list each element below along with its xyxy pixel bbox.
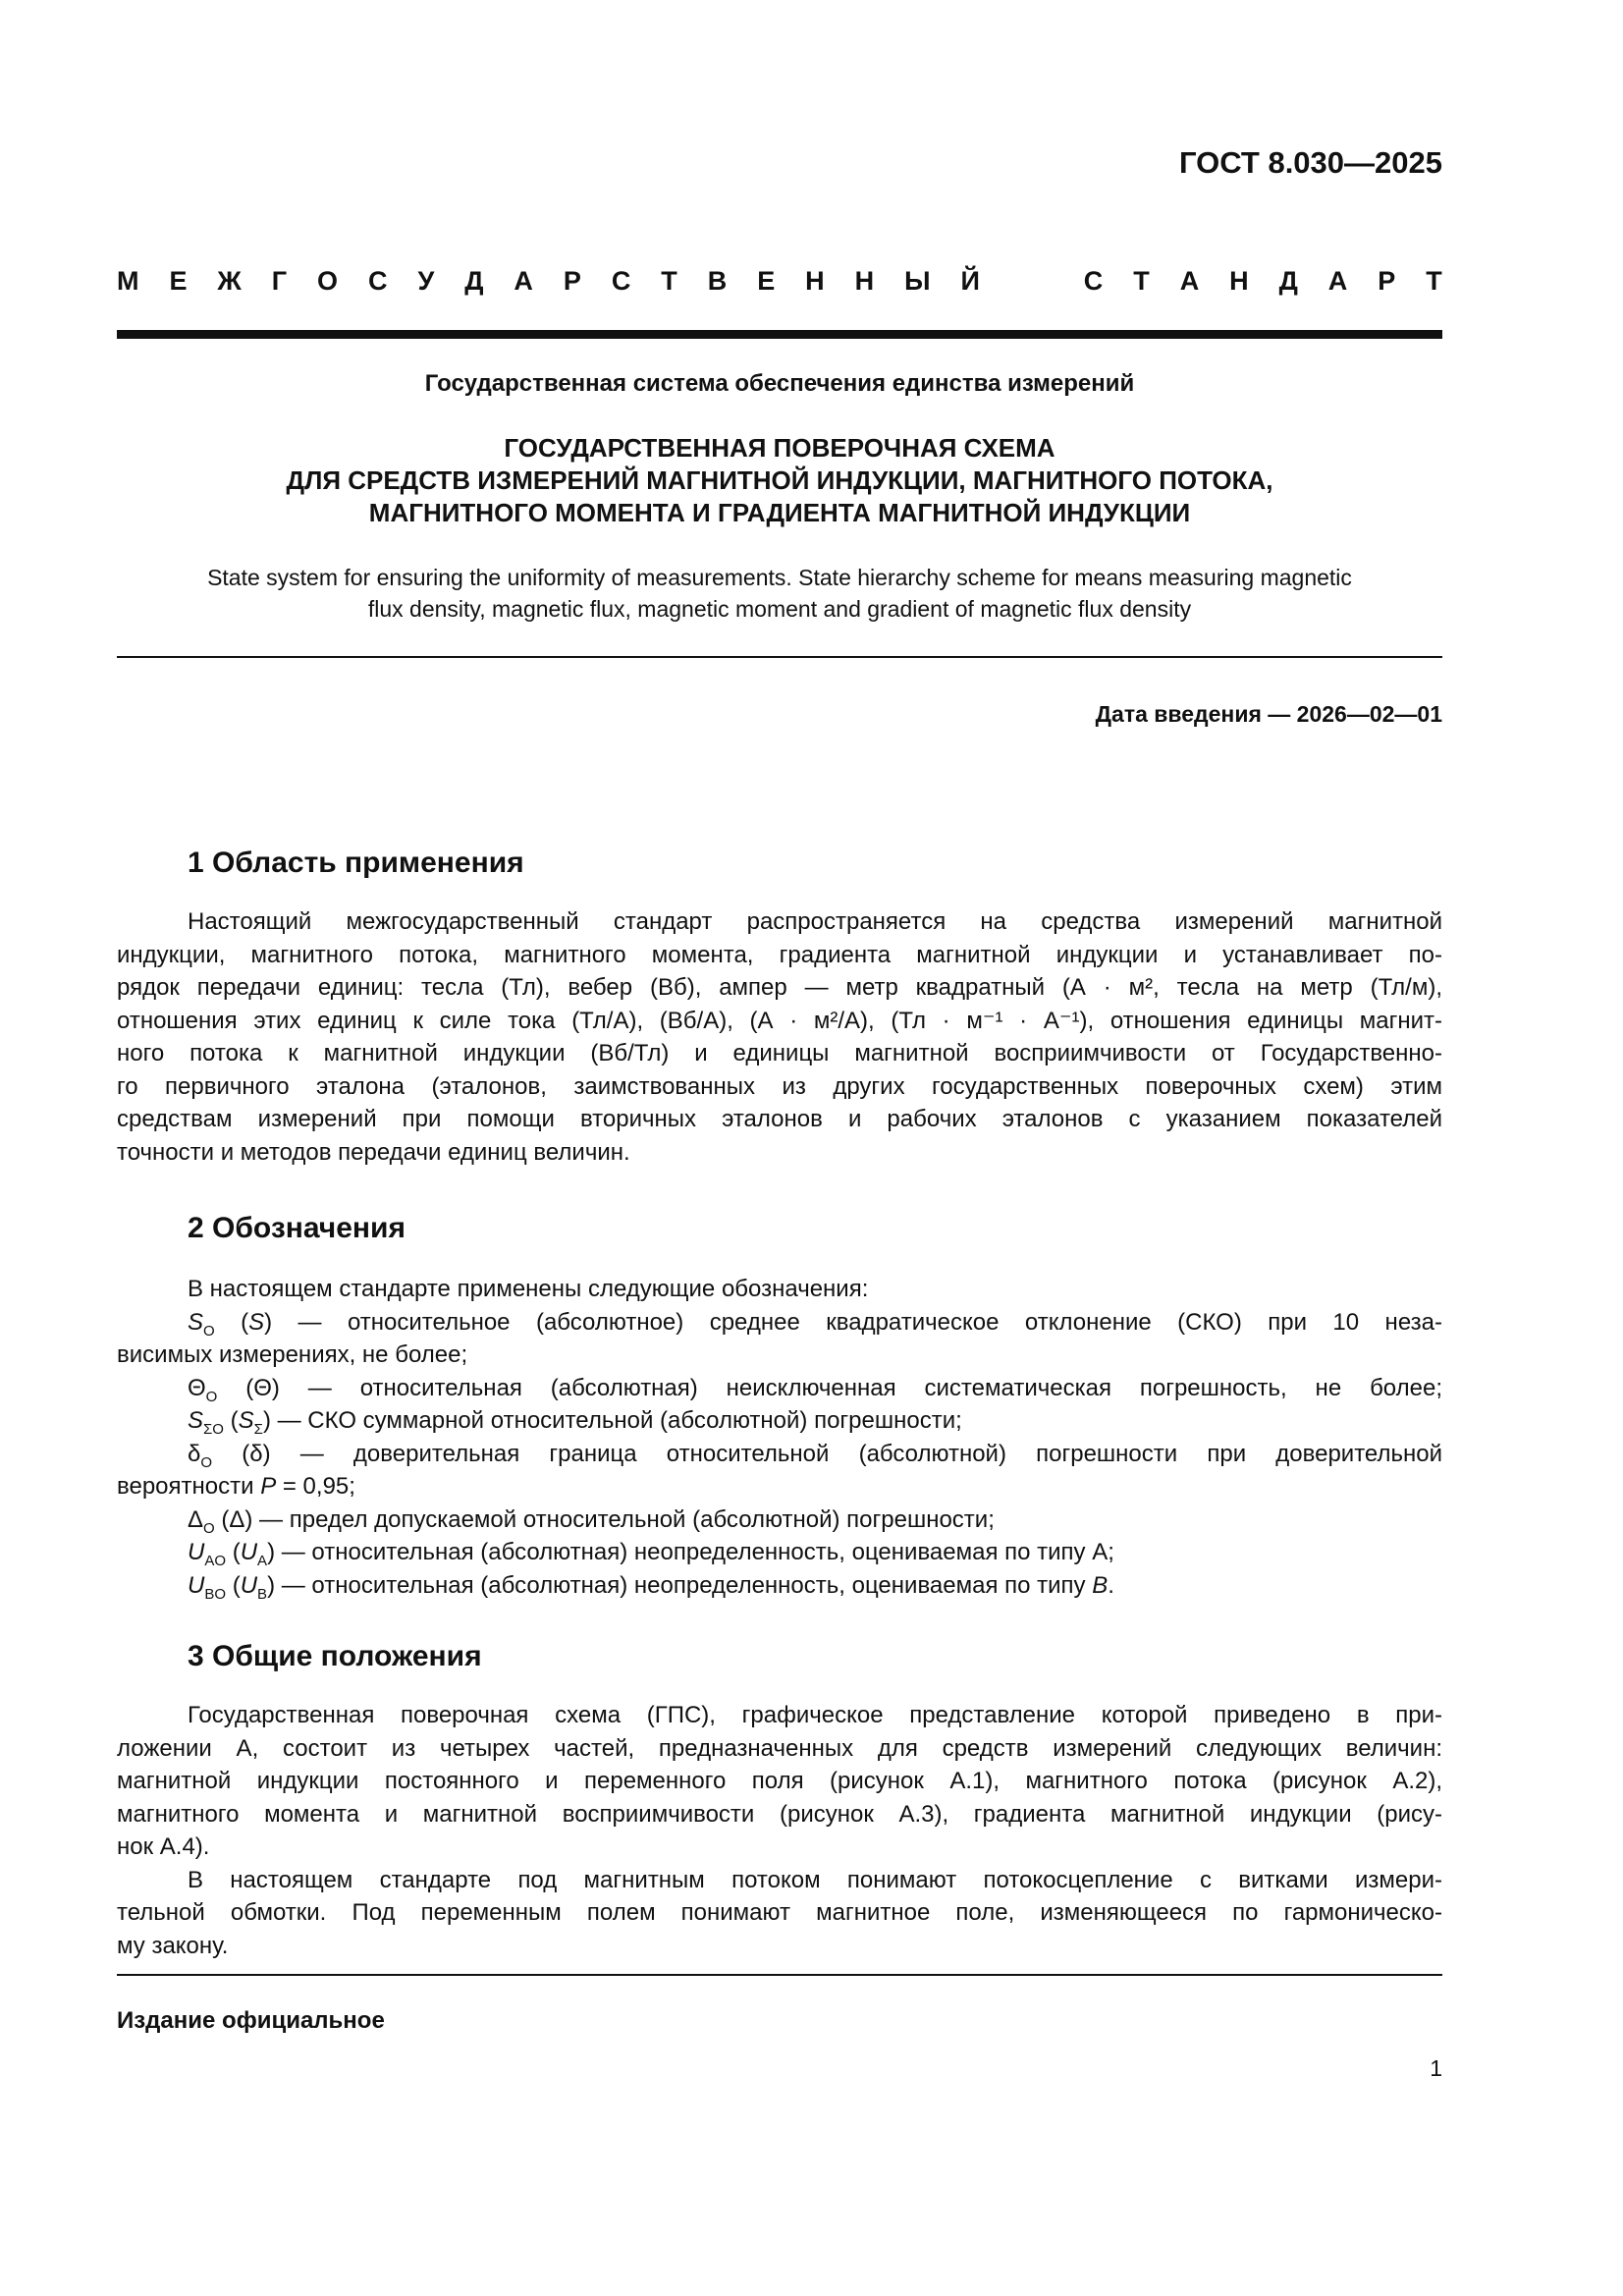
text-line: рядок передачи единиц: тесла (Тл), вебер (Вб), ампер — метр квадратный (А · м², тесла на метр (Тл/м), [117, 974, 1442, 1001]
text-line: средствам измерений при помощи вторичных эталонов и рабочих эталонов с указанием показателей [117, 1106, 1442, 1132]
document-title [117, 432, 1442, 529]
caption-letter: Е [169, 266, 188, 296]
section-3-heading: 3 Общие положения [188, 1640, 482, 1672]
official-edition-label: Издание официальное [117, 2007, 385, 2034]
title-line: ГОСУДАРСТВЕННАЯ ПОВЕРОЧНАЯ СХЕМА [504, 433, 1055, 463]
page-number: 1 [1430, 2055, 1442, 2081]
english-title-line: flux density, magnetic flux, magnetic moment and gradient of magnetic flux density [367, 596, 1192, 622]
section-2-heading: 2 Обозначения [188, 1212, 406, 1244]
definition-theta: $\Theta_O$ (Θ) — относительная (абсолютная) неисключенная систематическая погрешность, не более; [188, 1374, 1442, 1405]
text-line: висимых измерениях, не более; [117, 1341, 468, 1368]
definition-delta: $\delta_O$ (δ) — доверительная граница относительной (абсолютной) погрешности при доверительной [188, 1440, 1442, 1471]
caption-letter: Р [1378, 266, 1396, 296]
introduction-date: Дата введения — 2026—02—01 [1095, 701, 1442, 727]
definition-s-sum: $S_{\Sigma O}$ $(S_\Sigma)$ — СКО суммарной относительной (абсолютной) погрешности; [188, 1407, 962, 1438]
text-line: В настоящем стандарте применены следующие обозначения: [188, 1276, 869, 1302]
interstate-standard-caption [117, 266, 1442, 297]
caption-letter: У [417, 266, 435, 296]
text-line: нок А.4). [117, 1833, 210, 1860]
caption-letter: А [1327, 266, 1348, 296]
text-line: магнитной индукции постоянного и переменного поля (рисунок А.1), магнитного потока (рисунок А.2), [117, 1768, 1442, 1794]
caption-letter: Т [1133, 266, 1150, 296]
caption-letter: Ж [217, 266, 242, 296]
section-2-definitions [117, 1273, 1442, 1602]
caption-letter: Т [661, 266, 677, 296]
text-line: Настоящий межгосударственный стандарт распространяется на средства измерений магнитной [188, 908, 1442, 935]
definition-ub: $U_{BO}$ $(U_B)$ — относительная (абсолютная) неопределенность, оцениваемая по типу B. [188, 1571, 1114, 1603]
caption-letter: Е [757, 266, 776, 296]
caption-letter: М [117, 266, 139, 296]
caption-letter: Н [805, 266, 825, 296]
title-line: ДЛЯ СРЕДСТВ ИЗМЕРЕНИЙ МАГНИТНОЙ ИНДУКЦИИ, МАГНИТНОГО ПОТОКА, [286, 465, 1273, 495]
text-line: тельной обмотки. Под переменным полем понимают магнитное поле, изменяющееся по гармоническо- [117, 1899, 1442, 1926]
title-divider [117, 656, 1442, 658]
caption-letter: А [1179, 266, 1200, 296]
caption-letter: А [514, 266, 533, 296]
title-line: МАГНИТНОГО МОМЕНТА И ГРАДИЕНТА МАГНИТНОЙ ИНДУКЦИИ [368, 498, 1191, 527]
english-title [137, 562, 1422, 625]
caption-gap [1010, 266, 1054, 297]
caption-letter: С [368, 266, 388, 296]
caption-letter: Н [1229, 266, 1249, 296]
section-3-paragraph [117, 1699, 1442, 1962]
caption-letter: Р [563, 266, 581, 296]
definition-Delta: $\Delta_O$ (Δ) — предел допускаемой относительной (абсолютной) погрешности; [188, 1505, 995, 1537]
thick-divider [117, 330, 1442, 339]
text-line: му закону. [117, 1932, 229, 1959]
text-line: го первичного эталона (эталонов, заимствованных из других государственных поверочных схем) этим [117, 1072, 1442, 1100]
footer-divider [117, 1974, 1442, 1976]
text-line: Государственная поверочная схема (ГПС), графическое представление которой приведено в при- [188, 1702, 1442, 1728]
caption-letter: О [317, 266, 339, 296]
section-1-paragraph [117, 905, 1442, 1169]
definition-s: $S_O$ (S) — относительное (абсолютное) среднее квадратическое отклонение (СКО) при 10 неза- [188, 1308, 1442, 1339]
text-line: ложении А, состоит из четырех частей, предназначенных для средств измерений следующих величин: [117, 1734, 1442, 1762]
section-1-heading: 1 Область применения [188, 847, 524, 879]
gost-number: ГОСТ 8.030—2025 [1179, 145, 1442, 180]
definition-ua: $U_{AO}$ $(U_A)$ — относительная (абсолютная) неопределенность, оцениваемая по типу А; [188, 1539, 1114, 1569]
text-line: вероятности P = 0,95; [117, 1473, 355, 1500]
caption-letter: Т [1426, 266, 1442, 296]
caption-letter: В [707, 266, 728, 296]
caption-letter: Н [854, 266, 875, 296]
caption-letter: Ы [904, 266, 931, 296]
text-line: В настоящем стандарте под магнитным потоком понимают потокосцепление с витками измери- [188, 1866, 1442, 1893]
caption-letter: Й [960, 266, 980, 296]
caption-letter: Г [271, 266, 288, 296]
text-line: отношения этих единиц к силе тока (Тл/А), (Вб/А), (А · м²/А), (Тл · м⁻¹ · А⁻¹), отношения единицы магнит- [117, 1007, 1442, 1034]
caption-letter: Д [1278, 266, 1298, 296]
caption-letter: Д [464, 266, 484, 296]
text-line: индукции, магнитного потока, магнитного момента, градиента магнитной индукции и устанавливает по- [117, 941, 1442, 968]
text-line: магнитного момента и магнитной восприимчивости (рисунок А.3), градиента магнитной индукции (рису- [117, 1800, 1442, 1828]
text-line: точности и методов передачи единиц величин. [117, 1138, 630, 1166]
text-line: ного потока к магнитной индукции (Вб/Тл) и единицы магнитной восприимчивости от Государственно- [117, 1040, 1442, 1066]
english-title-line: State system for ensuring the uniformity of measurements. State hierarchy scheme for means measuring magnetic [207, 565, 1352, 590]
standard-series: Государственная система обеспечения единства измерений [424, 370, 1135, 397]
caption-letter: С [611, 266, 631, 296]
caption-letter: С [1083, 266, 1104, 296]
